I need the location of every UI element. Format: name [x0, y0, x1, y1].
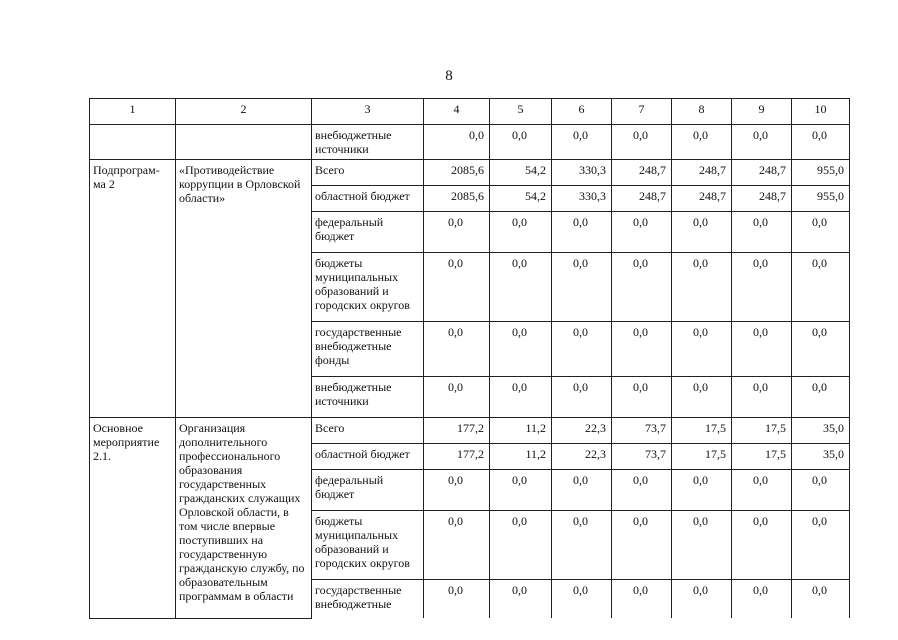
value-cell: 0,0 — [792, 322, 850, 377]
value-cell: 330,3 — [552, 160, 612, 186]
header-cell: 5 — [490, 99, 552, 125]
header-cell: 1 — [90, 99, 176, 125]
value-cell: 0,0 — [732, 125, 792, 160]
value-cell: 0,0 — [552, 470, 612, 511]
value-cell: 11,2 — [490, 444, 552, 470]
value-cell: 248,7 — [612, 186, 672, 212]
value-cell: 0,0 — [424, 322, 490, 377]
value-cell: 330,3 — [552, 186, 612, 212]
value-cell: 17,5 — [732, 444, 792, 470]
header-cell: 7 — [612, 99, 672, 125]
value-cell: 2085,6 — [424, 160, 490, 186]
value-cell: 22,3 — [552, 444, 612, 470]
value-cell: 11,2 — [490, 418, 552, 444]
value-cell: 0,0 — [612, 377, 672, 418]
value-cell: 0,0 — [792, 377, 850, 418]
value-cell: 2085,6 — [424, 186, 490, 212]
header-cell: 8 — [672, 99, 732, 125]
header-cell: 4 — [424, 99, 490, 125]
header-cell: 10 — [792, 99, 850, 125]
source-cell: государственные внебюджетные фонды — [312, 322, 424, 377]
header-cell: 6 — [552, 99, 612, 125]
value-cell: 0,0 — [552, 212, 612, 253]
value-cell: 73,7 — [612, 418, 672, 444]
value-cell: 54,2 — [490, 160, 552, 186]
source-cell: бюджеты муниципальных образований и городских округов — [312, 253, 424, 322]
value-cell: 0,0 — [732, 212, 792, 253]
table-row — [90, 125, 850, 160]
table-row — [90, 160, 850, 186]
value-cell: 0,0 — [552, 322, 612, 377]
program-cell: Основное мероприятие 2.1. — [90, 418, 176, 619]
value-cell: 955,0 — [792, 186, 850, 212]
value-cell: 0,0 — [612, 580, 672, 619]
value-cell: 0,0 — [490, 322, 552, 377]
value-cell: 0,0 — [792, 470, 850, 511]
value-cell: 0,0 — [490, 377, 552, 418]
value-cell: 22,3 — [552, 418, 612, 444]
source-cell: внебюджетные источники — [312, 377, 424, 418]
header-cell: 3 — [312, 99, 424, 125]
value-cell: 0,0 — [672, 580, 732, 619]
value-cell: 955,0 — [792, 160, 850, 186]
value-cell: 0,0 — [424, 470, 490, 511]
value-cell: 35,0 — [792, 444, 850, 470]
value-cell: 0,0 — [672, 212, 732, 253]
value-cell: 17,5 — [672, 444, 732, 470]
value-cell: 0,0 — [672, 125, 732, 160]
value-cell: 0,0 — [792, 511, 850, 580]
header-row — [90, 99, 850, 125]
page-number: 8 — [445, 68, 453, 84]
value-cell: 0,0 — [612, 511, 672, 580]
value-cell: 0,0 — [792, 580, 850, 619]
source-cell: внебюджетные источники — [312, 125, 424, 160]
value-cell: 0,0 — [672, 377, 732, 418]
value-cell: 0,0 — [792, 212, 850, 253]
value-cell: 0,0 — [732, 322, 792, 377]
value-cell: 248,7 — [672, 186, 732, 212]
value-cell: 248,7 — [612, 160, 672, 186]
value-cell: 0,0 — [490, 470, 552, 511]
value-cell: 0,0 — [672, 470, 732, 511]
program-cell — [90, 125, 176, 160]
value-cell: 0,0 — [490, 212, 552, 253]
value-cell: 0,0 — [612, 253, 672, 322]
value-cell: 0,0 — [490, 580, 552, 619]
value-cell: 0,0 — [792, 125, 850, 160]
source-cell: Всего — [312, 160, 424, 186]
value-cell: 248,7 — [672, 160, 732, 186]
value-cell: 0,0 — [424, 125, 490, 160]
value-cell: 0,0 — [490, 253, 552, 322]
value-cell: 0,0 — [612, 470, 672, 511]
value-cell: 0,0 — [424, 212, 490, 253]
value-cell: 0,0 — [490, 511, 552, 580]
header-cell: 9 — [732, 99, 792, 125]
source-cell: областной бюджет — [312, 186, 424, 212]
title-cell: Организация дополнительного профессионального образования государственных гражданских служащих Орловской области, в том числе впервые поступивших на государственную гражданскую службу, по образовательным программам в области — [176, 418, 312, 619]
source-cell: Всего — [312, 418, 424, 444]
value-cell: 73,7 — [612, 444, 672, 470]
value-cell: 0,0 — [732, 511, 792, 580]
value-cell: 54,2 — [490, 186, 552, 212]
value-cell: 0,0 — [552, 377, 612, 418]
value-cell: 0,0 — [672, 322, 732, 377]
value-cell: 0,0 — [672, 253, 732, 322]
value-cell: 0,0 — [424, 580, 490, 619]
source-cell: федеральный бюджет — [312, 212, 424, 253]
value-cell: 0,0 — [732, 470, 792, 511]
value-cell: 248,7 — [732, 186, 792, 212]
budget-table — [89, 98, 850, 619]
source-cell: бюджеты муниципальных образований и городских округов — [312, 511, 424, 580]
program-cell: Подпрограм-ма 2 — [90, 160, 176, 418]
value-cell: 0,0 — [792, 253, 850, 322]
value-cell: 0,0 — [732, 253, 792, 322]
header-cell: 2 — [176, 99, 312, 125]
value-cell: 0,0 — [490, 125, 552, 160]
source-cell: областной бюджет — [312, 444, 424, 470]
value-cell: 0,0 — [552, 125, 612, 160]
value-cell: 0,0 — [672, 511, 732, 580]
value-cell: 0,0 — [612, 322, 672, 377]
title-cell — [176, 125, 312, 160]
value-cell: 17,5 — [672, 418, 732, 444]
value-cell: 0,0 — [732, 377, 792, 418]
value-cell: 0,0 — [552, 253, 612, 322]
table-row — [90, 418, 850, 444]
source-text: государственные внебюджетные — [315, 583, 402, 611]
value-cell: 0,0 — [552, 511, 612, 580]
value-cell: 0,0 — [732, 580, 792, 619]
source-cell — [312, 580, 424, 619]
value-cell: 177,2 — [424, 418, 490, 444]
value-cell: 0,0 — [612, 125, 672, 160]
value-cell: 0,0 — [612, 212, 672, 253]
source-cell: федеральный бюджет — [312, 470, 424, 511]
value-cell: 0,0 — [552, 580, 612, 619]
value-cell: 0,0 — [424, 377, 490, 418]
value-cell: 17,5 — [732, 418, 792, 444]
value-cell: 177,2 — [424, 444, 490, 470]
value-cell: 0,0 — [424, 511, 490, 580]
value-cell: 248,7 — [732, 160, 792, 186]
value-cell: 0,0 — [424, 253, 490, 322]
value-cell: 35,0 — [792, 418, 850, 444]
title-cell: «Противодействие коррупции в Орловской области» — [176, 160, 312, 418]
